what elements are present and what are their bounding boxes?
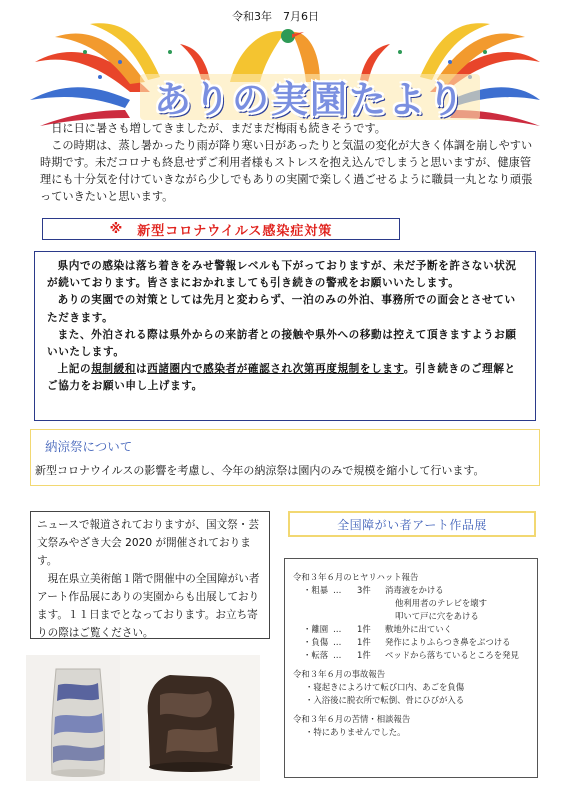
- complaint-section: [293, 713, 531, 739]
- intro-paragraph-1: 日に日に暑さも増してきましたが、まだまだ梅雨も続きそうです。: [51, 122, 386, 135]
- complaint-item: ・特にありませんでした。: [305, 727, 406, 737]
- hiyari-desc-cont: 叩いて戸に穴をあける: [395, 611, 479, 621]
- hiyari-item-label: ・粗暴: [303, 585, 329, 595]
- hiyari-dots: …: [333, 650, 342, 660]
- covid-notice-box: [34, 251, 536, 421]
- reference-mark: ※: [109, 221, 124, 237]
- news-box: [30, 511, 270, 639]
- accident-section: [293, 668, 531, 707]
- artwork-photo-sculpture: [120, 655, 260, 781]
- hiyari-title: 令和３年６月のヒヤリハット報告: [293, 572, 419, 582]
- hiyari-row: [293, 623, 531, 636]
- hiyari-desc: ベッドから落ちているところを発見: [385, 650, 519, 660]
- accident-item: ・入浴後に脱衣所で転倒、骨にひびが入る: [305, 695, 465, 705]
- covid-section-title: [42, 218, 400, 240]
- title-banner: [30, 22, 540, 126]
- covid-last-mid: は: [135, 363, 148, 376]
- newsletter-title: ありの実園たより: [154, 78, 466, 121]
- hiyari-count: 3件: [357, 585, 371, 595]
- intro-text: [40, 120, 536, 205]
- hiyari-row: [293, 649, 531, 662]
- noryo-heading: 納涼祭について: [45, 439, 133, 454]
- news-paragraph-1: ニュースで報道されておりますが、国文祭・芸文祭みやざき大会 2020 が開催されております。: [37, 519, 259, 567]
- hiyari-item-label: ・転落: [303, 650, 329, 660]
- covid-paragraph-4: [47, 361, 525, 395]
- hiyari-desc: 消毒液をかける: [385, 585, 444, 595]
- hiyari-count: 1件: [357, 650, 371, 660]
- covid-last-suffix: 。引き続きのご理解とご協力をお願い申し上げます。: [47, 363, 516, 393]
- intro-paragraph-2: この時期は、蒸し暑かったり雨が降り寒い日があったりと気温の変化が大きく体調を崩しやすい時期です。未だコロナも終息せずご利用者様もストレスを抱え込んでしまうと思いますが、健康管理にも十分気を付けていきながら少しでもありの実園で楽しく過ごせるように職員一丸となり頑張っていきたいと思います。: [40, 139, 533, 203]
- covid-title-text: 新型コロナウイルス感染症対策: [137, 223, 333, 239]
- hiyari-section: [293, 571, 531, 662]
- covid-paragraph-2: ありの実園での対策としては先月と変わらず、一泊のみの外泊、事務所での面会とさせていただきます。: [47, 294, 516, 324]
- art-exhibition-title: 全国障がい者アート作品展: [288, 511, 536, 537]
- newsletter-date: 令和3年 7月6日: [232, 10, 319, 23]
- hiyari-row: [293, 584, 531, 597]
- hiyari-count: 1件: [357, 624, 371, 634]
- covid-underline-relaxation: 規制緩和: [91, 363, 136, 376]
- noryo-text: 新型コロナウイルスの影響を考慮し、今年の納涼祭は園内のみで規模を縮小して行います。: [35, 464, 485, 477]
- artwork-photo-vase: [26, 655, 130, 781]
- noryo-festival-box: [30, 429, 540, 486]
- hiyari-dots: …: [333, 585, 342, 595]
- hiyari-desc: 敷地外に出ていく: [385, 624, 452, 634]
- news-paragraph-2: 現在県立美術館１階で開催中の全国障がい者アート作品展にありの実園からも出展しております。１１日までとなっております。お立ち寄りの際はご覧ください。: [37, 573, 260, 639]
- hiyari-dots: …: [333, 637, 342, 647]
- hiyari-dots: …: [333, 624, 342, 634]
- covid-paragraph-1: 県内での感染は落ち着きをみせ警報レベルも下がっておりますが、未だ予断を許さない状況が続いております。皆さまにおかれましても引き続きの警戒をお願いいたします。: [47, 260, 517, 290]
- complaint-title: 令和３年６月の苦情・相談報告: [293, 714, 411, 724]
- hiyari-item-label: ・負傷: [303, 637, 329, 647]
- covid-underline-reregulation: 西諸圏内で感染者が確認され次第再度規制をします: [147, 363, 404, 376]
- hiyari-desc-cont: 他利用者のテレビを壊す: [395, 598, 487, 608]
- accident-item: ・寝起きによろけて転び口内、あごを負傷: [305, 682, 465, 692]
- hiyari-item-label: ・離園: [303, 624, 329, 634]
- covid-paragraph-3: また、外泊される際は県外からの来訪者との接触や県外への移動は控えて頂きますようお願いいたします。: [47, 328, 517, 359]
- hiyari-desc: 発作によりふらつき鼻をぶつける: [385, 637, 511, 647]
- hiyari-count: 1件: [357, 637, 371, 647]
- monthly-report-box: [284, 558, 538, 778]
- covid-last-prefix: 上記の: [57, 363, 92, 376]
- hiyari-row: [293, 636, 531, 649]
- accident-title: 令和３年６月の事故報告: [293, 669, 386, 679]
